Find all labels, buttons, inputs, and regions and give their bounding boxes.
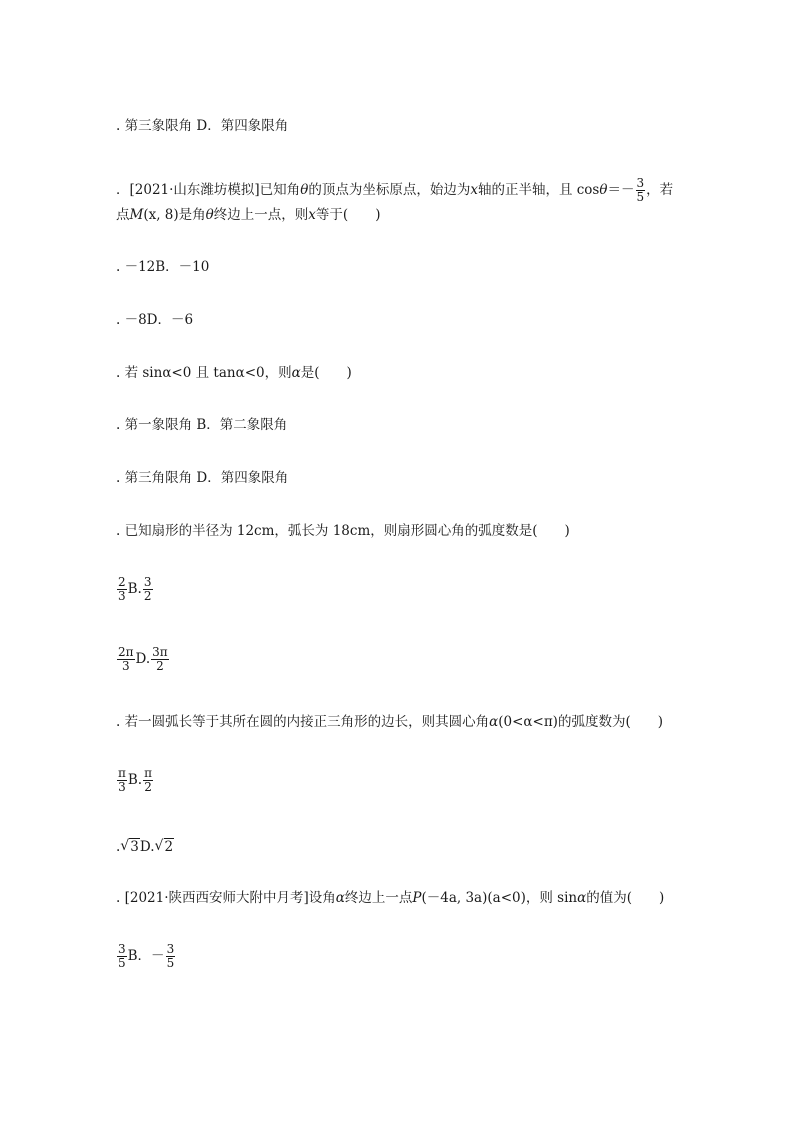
q2-stem-line2: 点M(x, 8)是角θ终边上一点，则x等于( ) — [116, 207, 381, 223]
q6-stem: . [2021·陕西西安师大附中月考]设角α终边上一点P(－4a, 3a)(a<0)，则 sinα的值为( ) — [116, 890, 665, 906]
option-b-fraction: $\frac{3}{2}$ — [143, 575, 152, 603]
q-prev-options-cd: . 第三象限角 D．第四象限角 — [116, 118, 289, 134]
option-a-fraction: $\frac{2}{3}$ — [118, 575, 126, 603]
option-d-fraction: $\frac{3\pi}{2}$ — [152, 645, 168, 673]
q2-options-ab: . －12B．－10 — [116, 259, 210, 275]
q3-options-cd: . 第三角限角 D．第四象限角 — [116, 470, 289, 486]
q5-options-cd: . √ 3D. √ 2 — [116, 838, 174, 855]
option-a-fraction: $\frac{3}{5}$ — [118, 942, 126, 970]
q4-options-cd: $\frac{2\pi}{3}$ D. $\frac{3\pi}{2}$ — [118, 645, 168, 673]
q5-options-ab: $\frac{\pi}{3}$ B. $\frac{\pi}{2}$ — [118, 766, 152, 794]
option-b-fraction: $\frac{3}{5}$ — [166, 942, 175, 970]
option-a-fraction: $\frac{\pi}{3}$ — [118, 766, 126, 794]
option-b-fraction: $\frac{\pi}{2}$ — [144, 766, 152, 794]
q3-stem: . 若 sinα<0 且 tanα<0，则α是( ) — [116, 365, 352, 381]
q5-stem: . 若一圆弧长等于其所在圆的内接正三角形的边长，则其圆心角α(0<α<π)的弧度数为( ) — [116, 714, 664, 730]
q6-options-ab: $\frac{3}{5}$ B．－ $\frac{3}{5}$ — [118, 942, 175, 970]
option-d-sqrt: √ 2 — [154, 838, 174, 855]
q4-options-ab: $\frac{2}{3}$ B. $\frac{3}{2}$ — [118, 575, 152, 603]
q2-options-cd: . －8D．－6 — [116, 312, 194, 328]
q3-options-ab: . 第一象限角 B．第二象限角 — [116, 417, 288, 433]
option-c-sqrt: √ 3 — [120, 838, 139, 855]
q2-stem-line1: ．[2021·山东潍坊模拟]已知角θ的顶点为坐标原点，始边为x轴的正半轴，且 cosθ＝－ $\frac{3}{5}$ ，若 — [116, 176, 674, 204]
q4-stem: . 已知扇形的半径为 12cm，弧长为 18cm，则扇形圆心角的弧度数是( ) — [116, 523, 570, 539]
fraction: $\frac{3}{5}$ — [636, 176, 645, 204]
option-c-fraction: $\frac{2\pi}{3}$ — [118, 645, 134, 673]
